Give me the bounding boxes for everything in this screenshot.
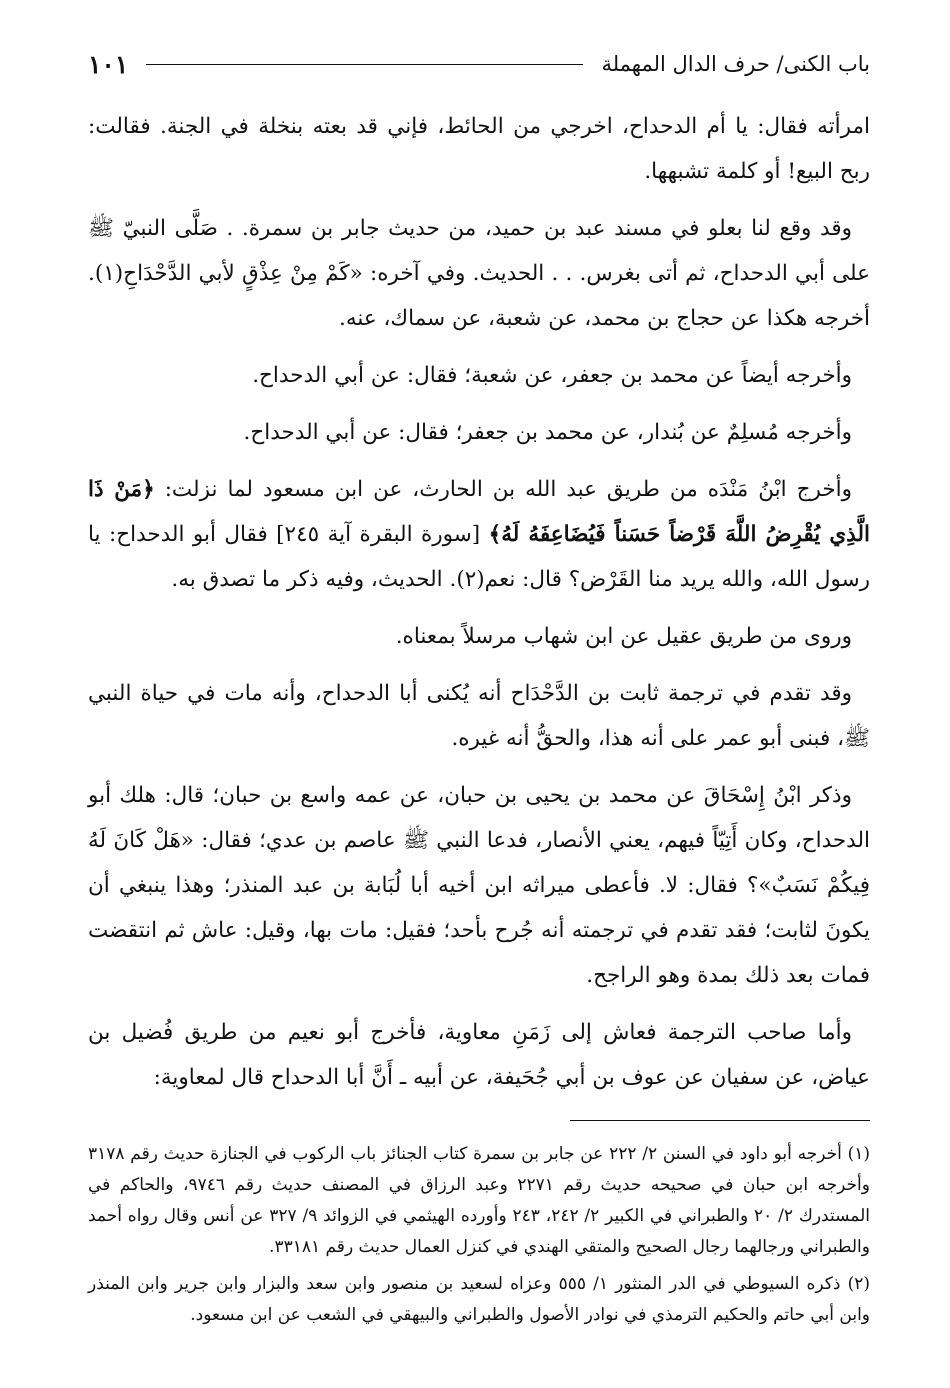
main-text bbox=[88, 104, 870, 1100]
quran-verse: ﴿مَنْ ذَا الَّذِي يُقْرِضُ اللَّهَ قَرْضاً حَسَناً فَيُضَاعِفَهُ لَهُ﴾ bbox=[88, 477, 870, 547]
footnote: (٢) ذكره السيوطي في الدر المنثور ١/ ٥٥٥ وعزاه لسعيد بن منصور وابن سعد والبزار وابن جرير وابن المنذر وابن أبي حاتم والحكيم الترمذي في نوادر الأصول والطبراني والبيهقي في الشعب عن ابن مسعود. bbox=[88, 1274, 870, 1325]
book-page bbox=[88, 40, 870, 1360]
paragraph: وقد تقدم في ترجمة ثابت بن الدَّحْدَاح أنه يُكنى أبا الدحداح، وأنه مات في حياة النبي ﷺ، فبنى أبو عمر على أنه هذا، والحقُّ أنه غيره. bbox=[88, 681, 870, 751]
paragraph: وأخرجه مُسلِمٌ عن بُندار، عن محمد بن جعفر؛ فقال: عن أبي الدحداح. bbox=[243, 420, 852, 445]
paragraph: وأما صاحب الترجمة فعاش إلى زَمَنِ معاوية، فأخرج أبو نعيم من طريق فُضيل بن عياض، عن سفيان عن عوف بن أبي جُحَيفة، عن أبيه ـ أَنَّ أبا الدحداح قال لمعاوية: bbox=[88, 1020, 870, 1090]
chapter-title: باب الكنى/ حرف الدال المهملة bbox=[601, 52, 870, 76]
paragraph: امرأته فقال: يا أم الدحداح، اخرجي من الحائط، فإني قد بعته بنخلة في الجنة. فقالت: ربح البيع! أو كلمة تشبهها. bbox=[88, 114, 870, 184]
footnote: (١) أخرجه أبو داود في السنن ٢/ ٢٢٢ عن جابر بن سمرة كتاب الجنائز باب الركوب في الجنازة حديث رقم ٣١٧٨ وأخرجه ابن حبان في صحيحه حديث رقم ٢٢٧١ وعبد الرزاق في المصنف حديث رقم ٩٧٤٦، والحاكم في المستدرك ٢/ ٢٠ والطبراني في الكبير ٢/ ٢٤٢، ٢٤٣ وأورده الهيثمي في الزوائد ٩/ ٣٢٧ عن أنس وقال رواه أحمد والطبراني ورجالهما رجال الصحيح والمتقي الهندي في كنزل العمال حديث رقم ٣٣١٨١. bbox=[88, 1144, 870, 1257]
footnotes bbox=[88, 1139, 870, 1331]
paragraph: وقد وقع لنا بعلو في مسند عبد بن حميد، من حديث جابر بن سمرة. . صَلَّى النبيّ ﷺ على أبي الدحداح، ثم أتى بغرس. . . الحديث. وفي آخره: «كَمْ مِنْ عِذْقٍ لأبي الدَّحْدَاحِ(١). أخرجه هكذا عن حجاج بن محمد، عن شعبة، عن سماك، عنه. bbox=[88, 216, 870, 331]
paragraph: وأخرجه أيضاً عن محمد بن جعفر، عن شعبة؛ فقال: عن أبي الدحداح. bbox=[252, 363, 852, 388]
paragraph-text: [سورة البقرة آية ٢٤٥] فقال أبو الدحداح: يا رسول الله، والله يريد منا القَرْض؟ قال: نعم(٢). الحديث، وفيه ذكر ما تصدق به. bbox=[88, 522, 870, 592]
running-header bbox=[88, 40, 870, 88]
header-rule bbox=[146, 64, 583, 65]
page-number: ١٠١ bbox=[88, 49, 129, 79]
quran-paragraph bbox=[88, 467, 870, 602]
paragraph: وروى من طريق عقيل عن ابن شهاب مرسلاً بمعناه. bbox=[395, 624, 852, 649]
footnote-separator bbox=[570, 1120, 870, 1121]
paragraph: وذكر ابْنُ إِسْحَاقَ عن محمد بن يحيى بن حبان، عن عمه واسع بن حبان؛ قال: هلك أبو الدحداح، وكان أَتِيّاً فيهم، يعني الأنصار، فدعا النبي ﷺ عاصم بن عدي؛ فقال: «هَلْ كَانَ لَهُ فِيكُمْ نَسَبٌ»؟ فقال: لا. فأعطى ميراثه ابن أخيه أبا لُبَابة بن عبد المنذر؛ وهذا ينبغي أن يكونَ لثابت؛ فقد تقدم في ترجمته أنه جُرح بأحد؛ فقيل: مات بها، وقيل: عاش ثم انتقضت فمات بعد ذلك بمدة وهو الراجح. bbox=[88, 783, 870, 988]
paragraph-text: وأخرج ابْنُ مَنْدَه من طريق عبد الله بن الحارث، عن ابن مسعود لما نزلت: bbox=[154, 477, 852, 502]
